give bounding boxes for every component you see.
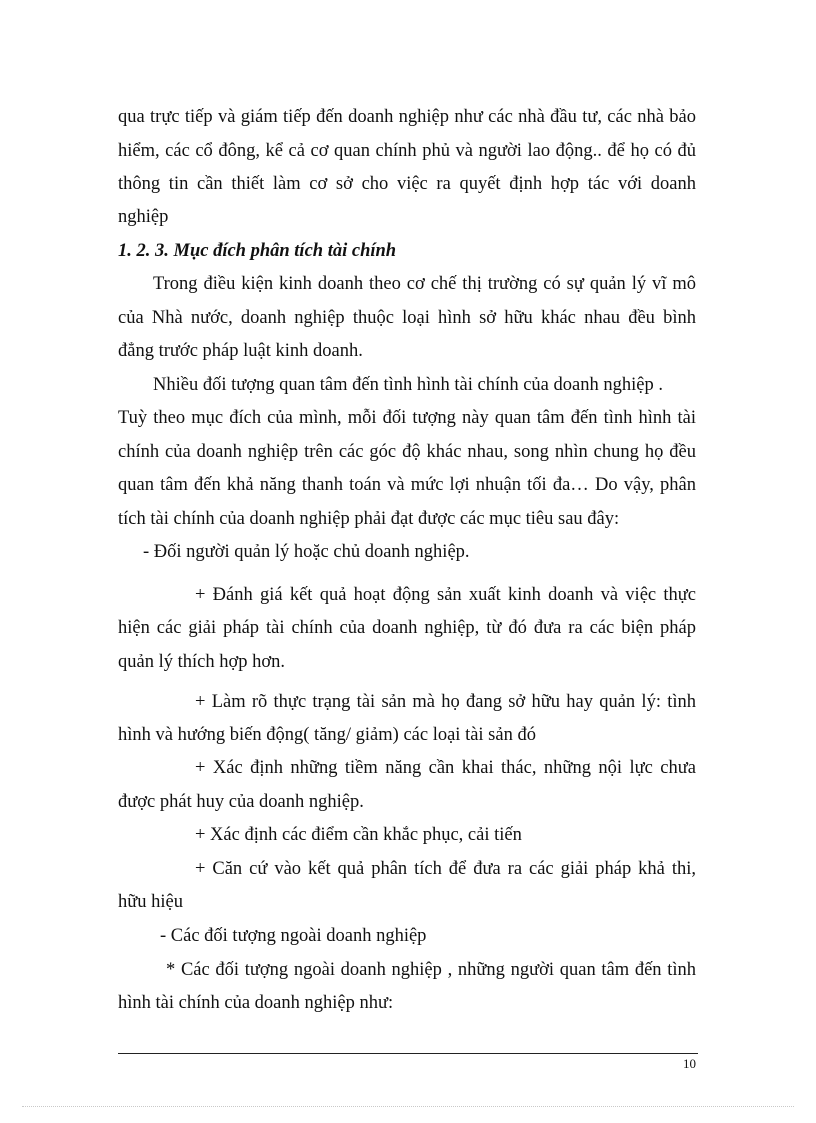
text-line: * Các đối tượng ngoài doanh nghiệp , những người quan tâm đến tình (166, 960, 696, 980)
text-line: quan tâm đến khả năng thanh toán và mức lợi nhuận tối đa… Do vậy, phân (118, 475, 696, 495)
text-line: - Đối người quản lý hoặc chủ doanh nghiệp. (143, 542, 470, 562)
text-line: được phát huy của doanh nghiệp. (118, 792, 364, 812)
text-line: tích tài chính của doanh nghiệp phải đạt được các mục tiêu sau đây: (118, 509, 620, 529)
text-line: hiện các giải pháp tài chính của doanh nghiệp, từ đó đưa ra các biện pháp (118, 618, 696, 638)
text-line: của Nhà nước, doanh nghiệp thuộc loại hình sở hữu khác nhau đều bình (118, 308, 696, 328)
text-line: hình tài chính của doanh nghiệp như: (118, 993, 394, 1013)
text-line: + Xác định các điểm cần khắc phục, cải tiến (195, 825, 522, 845)
text-line: thông tin cần thiết làm cơ sở cho việc ra quyết định hợp tác với doanh (118, 174, 696, 194)
text-line: + Căn cứ vào kết quả phân tích để đưa ra các giải pháp khả thi, (195, 859, 696, 879)
footer-rule (118, 1053, 698, 1054)
text-line: hữu hiệu (118, 892, 184, 912)
text-line: Trong điều kiện kinh doanh theo cơ chế thị trường có sự quản lý vĩ mô (153, 274, 696, 294)
text-line: + Đánh giá kết quả hoạt động sản xuất kinh doanh và việc thực (195, 585, 696, 605)
page-number: 10 (683, 1056, 696, 1071)
text-line: Tuỳ theo mục đích của mình, mỗi đối tượng này quan tâm đến tình hình tài (118, 408, 696, 428)
text-line: chính của doanh nghiệp trên các góc độ khác nhau, song nhìn chung họ đều (118, 442, 696, 462)
text-line: + Xác định những tiềm năng cần khai thác, những nội lực chưa (195, 758, 696, 778)
text-line: qua trực tiếp và giám tiếp đến doanh nghiệp như các nhà đầu tư, các nhà bảo (118, 107, 696, 127)
text-line: - Các đối tượng ngoài doanh nghiệp (160, 926, 427, 946)
text-line: quản lý thích hợp hơn. (118, 652, 286, 672)
text-line: nghiệp (118, 207, 169, 227)
text-line: Nhiều đối tượng quan tâm đến tình hình tài chính của doanh nghiệp . (153, 375, 663, 395)
section-heading: 1. 2. 3. Mục đích phân tích tài chính (118, 241, 397, 261)
text-line: đẳng trước pháp luật kinh doanh. (118, 341, 363, 361)
text-line: hiểm, các cổ đông, kể cả cơ quan chính phủ và người lao động.. để họ có đủ (118, 141, 696, 161)
text-line: hình và hướng biến động( tăng/ giảm) các loại tài sản đó (118, 725, 536, 745)
text-line: + Làm rõ thực trạng tài sản mà họ đang sở hữu hay quản lý: tình (195, 692, 696, 712)
page-edge-dotted-line (22, 1106, 794, 1107)
